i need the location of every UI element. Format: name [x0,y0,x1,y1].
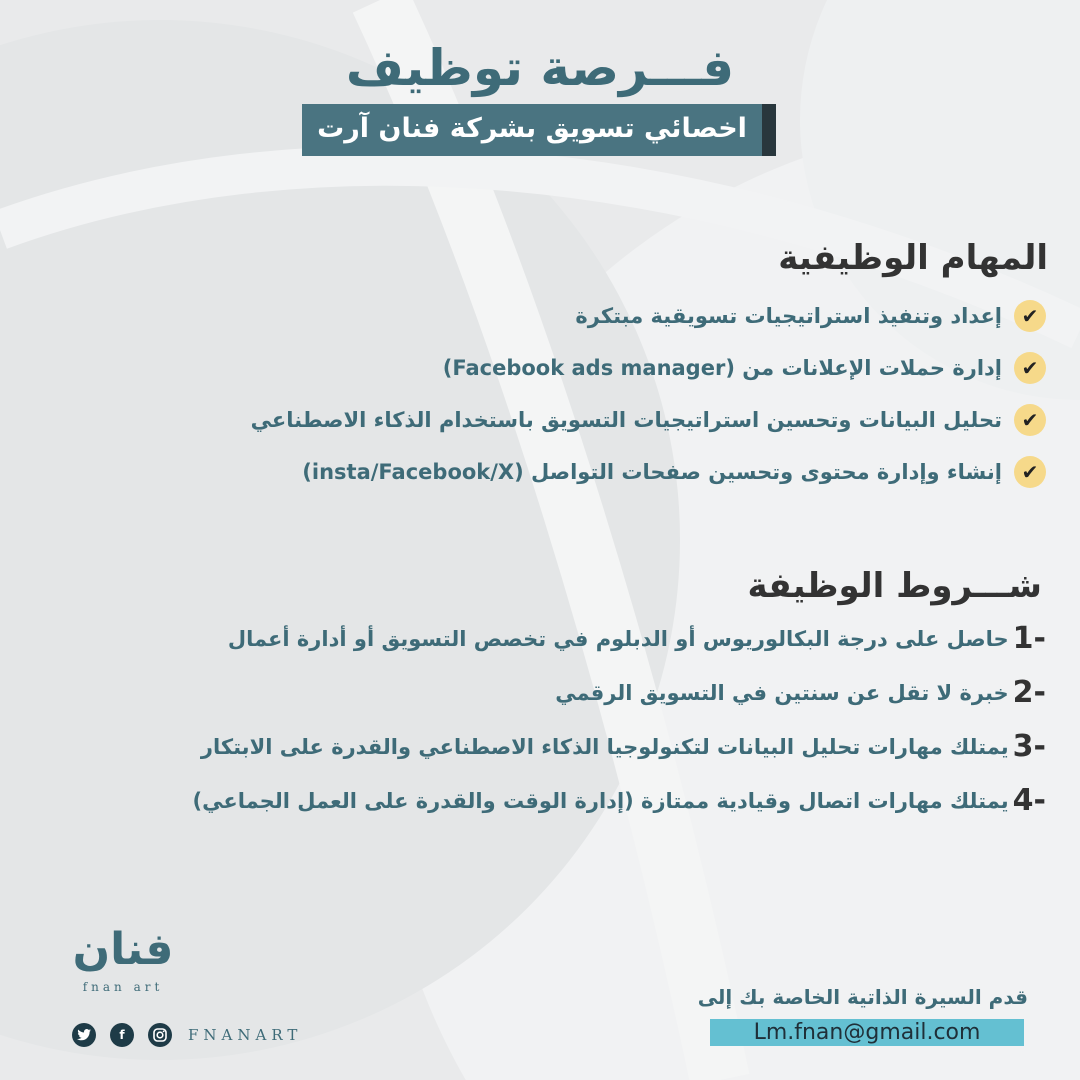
logo-subtext: fnan art [82,980,164,994]
requirement-item [36,612,1046,666]
social-handle: FNANART [188,1026,303,1044]
page-title: فـــرصة توظيف [345,39,735,97]
requirement-text: يمتلك مهارات تحليل البيانات لتكنولوجيا الذكاء الاصطناعي والقدرة على الابتكار [200,735,1009,759]
requirement-number: 1- [1012,621,1046,656]
task-item [36,446,1046,498]
checkmark-icon: ✔ [1014,352,1046,384]
requirement-text: حاصل على درجة البكالوريوس أو الدبلوم في تخصص التسويق أو أدارة أعمال [227,627,1009,651]
requirements-list [36,612,1046,828]
task-text: تحليل البيانات وتحسين استراتيجيات التسويق باستخدام الذكاء الاصطناعي [250,408,1002,432]
requirement-text: يمتلك مهارات اتصال وقيادية ممتازة (إدارة الوقت والقدرة على العمل الجماعي) [192,789,1009,813]
banner-shadow [760,104,776,156]
task-text: إعداد وتنفيذ استراتيجيات تسويقية مبتكرة [575,304,1002,328]
job-title: اخصائي تسويق بشركة فنان آرت [302,104,762,156]
requirement-number: 3- [1012,729,1046,764]
social-links [72,1022,302,1048]
requirement-item [36,666,1046,720]
checkmark-icon: ✔ [1014,404,1046,436]
requirement-text: خبرة لا تقل عن سنتين في التسويق الرقمي [555,681,1009,705]
facebook-icon[interactable]: f [110,1023,134,1047]
task-text: إنشاء وإدارة محتوى وتحسين صفحات التواصل (insta/Facebook/X) [302,460,1002,484]
cta-label: قدم السيرة الذاتية الخاصة بك إلى [697,985,1028,1009]
task-text: إدارة حملات الإعلانات من (Facebook ads manager) [442,356,1002,380]
requirements-heading: شـــروط الوظيفة [747,566,1042,606]
task-item [36,290,1046,342]
tasks-list [36,290,1046,498]
requirement-number: 4- [1012,783,1046,818]
requirement-number: 2- [1012,675,1046,710]
checkmark-icon: ✔ [1014,456,1046,488]
email-address[interactable]: Lm.fnan@gmail.com [710,1019,1024,1046]
twitter-icon[interactable] [72,1023,96,1047]
job-title-banner [302,104,776,156]
tasks-heading: المهام الوظيفية [778,238,1048,278]
task-item [36,394,1046,446]
task-item [36,342,1046,394]
requirement-item [36,774,1046,828]
checkmark-icon: ✔ [1014,300,1046,332]
instagram-icon[interactable] [148,1023,172,1047]
logo-wordmark: فنان [72,924,174,975]
brand-logo [64,920,184,1010]
requirement-item [36,720,1046,774]
